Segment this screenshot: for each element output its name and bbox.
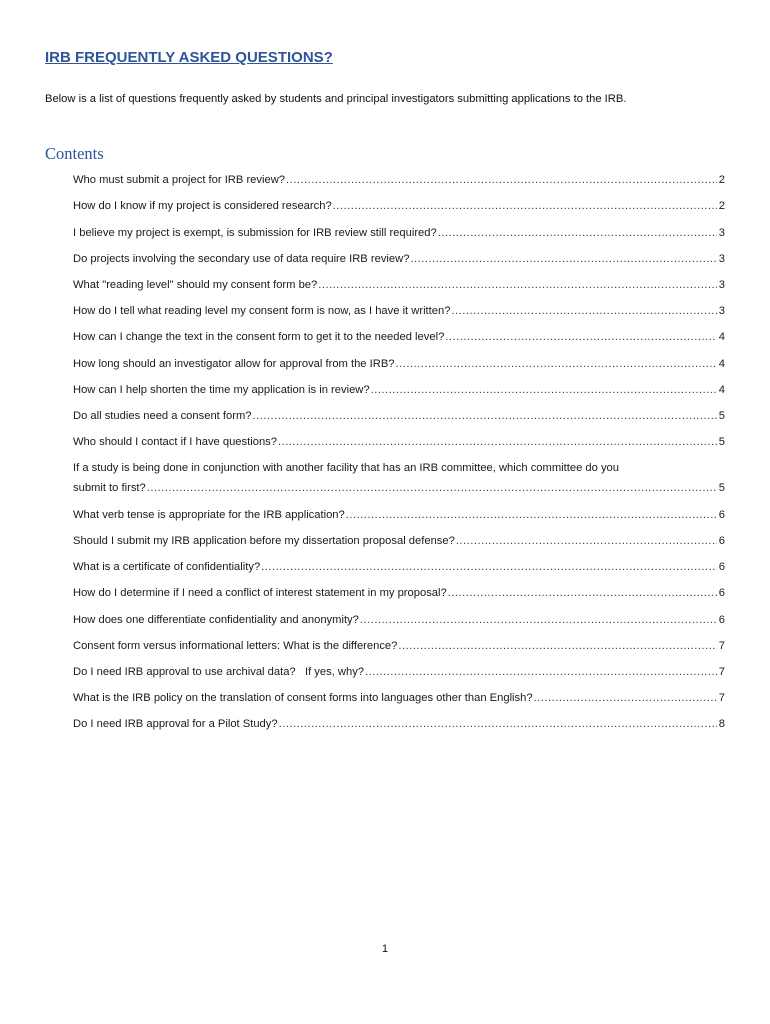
toc-entry[interactable] bbox=[73, 426, 725, 452]
toc-entry-page: 4 bbox=[718, 357, 725, 370]
toc-entry[interactable] bbox=[73, 269, 725, 295]
toc-entry-question: What is a certificate of confidentiality? bbox=[73, 561, 261, 574]
toc-entry[interactable] bbox=[73, 452, 725, 499]
toc-entry-page: 5 bbox=[718, 482, 725, 495]
toc-dot-leader bbox=[147, 478, 717, 498]
toc-entry-page: 3 bbox=[718, 305, 725, 318]
toc-dot-leader bbox=[318, 275, 717, 295]
toc-dot-leader bbox=[456, 531, 717, 551]
toc-entry-question: What verb tense is appropriate for the IRB application? bbox=[73, 508, 345, 521]
toc-entry[interactable] bbox=[73, 499, 725, 525]
toc-entry[interactable] bbox=[73, 708, 725, 734]
toc-entry-question-line2: submit to first? bbox=[73, 482, 146, 495]
toc-entry[interactable] bbox=[73, 164, 725, 190]
toc-entry[interactable] bbox=[73, 400, 725, 426]
toc-entry-question: Who must submit a project for IRB review? bbox=[73, 174, 286, 187]
toc-entry[interactable] bbox=[73, 321, 725, 347]
toc-dot-leader bbox=[346, 505, 717, 525]
toc-entry-page: 4 bbox=[718, 331, 725, 344]
toc-entry-page: 5 bbox=[718, 436, 725, 449]
toc-entry-page: 7 bbox=[718, 665, 725, 678]
toc-dot-leader bbox=[398, 636, 716, 656]
toc-entry-question: What is the IRB policy on the translation of consent forms into languages other than English? bbox=[73, 692, 533, 705]
toc-dot-leader bbox=[278, 432, 717, 452]
toc-entry-question: Do all studies need a consent form? bbox=[73, 409, 252, 422]
toc-entry-question: How do I know if my project is considered research? bbox=[73, 200, 332, 213]
toc-entry-question: Should I submit my IRB application before my dissertation proposal defense? bbox=[73, 534, 455, 547]
toc-entry-question: How can I change the text in the consent form to get it to the needed level? bbox=[73, 331, 445, 344]
table-of-contents bbox=[73, 164, 725, 734]
toc-entry[interactable] bbox=[73, 577, 725, 603]
toc-entry-page: 7 bbox=[718, 639, 725, 652]
toc-entry-page: 6 bbox=[718, 534, 725, 547]
toc-entry[interactable] bbox=[73, 295, 725, 321]
toc-dot-leader bbox=[286, 170, 717, 190]
toc-entry-question: Do I need IRB approval to use archival data? If yes, why? bbox=[73, 665, 365, 678]
toc-dot-leader bbox=[279, 714, 717, 734]
toc-dot-leader bbox=[333, 196, 717, 216]
toc-entry-question: How do I determine if I need a conflict of interest statement in my proposal? bbox=[73, 587, 447, 600]
toc-entry[interactable] bbox=[73, 525, 725, 551]
toc-dot-leader bbox=[252, 406, 716, 426]
page-number: 1 bbox=[381, 943, 389, 955]
toc-dot-leader bbox=[534, 688, 717, 708]
toc-entry-page: 3 bbox=[718, 278, 725, 291]
toc-entry-page: 6 bbox=[718, 561, 725, 574]
toc-entry[interactable] bbox=[73, 656, 725, 682]
toc-entry-page: 6 bbox=[718, 587, 725, 600]
toc-entry-line2 bbox=[73, 478, 725, 498]
toc-entry[interactable] bbox=[73, 347, 725, 373]
toc-entry[interactable] bbox=[73, 551, 725, 577]
toc-entry-page: 2 bbox=[718, 174, 725, 187]
toc-entry-page: 8 bbox=[718, 718, 725, 731]
toc-entry-question: Who should I contact if I have questions? bbox=[73, 436, 277, 449]
toc-dot-leader bbox=[451, 301, 716, 321]
toc-entry[interactable] bbox=[73, 216, 725, 242]
toc-entry-question: Do projects involving the secondary use of data require IRB review? bbox=[73, 252, 410, 265]
toc-entry-page: 3 bbox=[718, 226, 725, 239]
toc-dot-leader bbox=[365, 662, 717, 682]
toc-entry-question: How can I help shorten the time my application is in review? bbox=[73, 383, 370, 396]
toc-dot-leader bbox=[438, 223, 717, 243]
toc-entry-page: 6 bbox=[718, 613, 725, 626]
toc-entry[interactable] bbox=[73, 682, 725, 708]
toc-dot-leader bbox=[371, 380, 717, 400]
toc-entry-page: 3 bbox=[718, 252, 725, 265]
toc-entry-page: 2 bbox=[718, 200, 725, 213]
toc-entry-question: Consent form versus informational letters: What is the difference? bbox=[73, 639, 398, 652]
toc-dot-leader bbox=[448, 583, 717, 603]
toc-entry-question: How do I tell what reading level my consent form is now, as I have it written? bbox=[73, 305, 451, 318]
toc-entry-page: 6 bbox=[718, 508, 725, 521]
intro-paragraph: Below is a list of questions frequently asked by students and principal investigators submitting applications to the IRB. bbox=[45, 93, 627, 105]
toc-entry-page: 5 bbox=[718, 409, 725, 422]
toc-entry[interactable] bbox=[73, 190, 725, 216]
toc-heading: Contents bbox=[45, 144, 104, 163]
toc-entry[interactable] bbox=[73, 630, 725, 656]
toc-dot-leader bbox=[410, 249, 716, 269]
toc-entry[interactable] bbox=[73, 603, 725, 629]
toc-entry-question: How does one differentiate confidentiality and anonymity? bbox=[73, 613, 359, 626]
toc-entry-question: How long should an investigator allow for approval from the IRB? bbox=[73, 357, 395, 370]
toc-entry-question: What "reading level" should my consent form be? bbox=[73, 278, 318, 291]
toc-entry-page: 4 bbox=[718, 383, 725, 396]
toc-entry-question: I believe my project is exempt, is submission for IRB review still required? bbox=[73, 226, 437, 239]
toc-entry-page: 7 bbox=[718, 692, 725, 705]
toc-entry-question: Do I need IRB approval for a Pilot Study? bbox=[73, 718, 278, 731]
toc-dot-leader bbox=[445, 327, 716, 347]
toc-entry[interactable] bbox=[73, 374, 725, 400]
toc-dot-leader bbox=[360, 610, 717, 630]
toc-entry[interactable] bbox=[73, 243, 725, 269]
document-title: IRB FREQUENTLY ASKED QUESTIONS? bbox=[45, 49, 333, 66]
toc-dot-leader bbox=[261, 557, 717, 577]
toc-entry-question-line1: If a study is being done in conjunction with another facility that has an IRB committee, which committee do you bbox=[73, 462, 619, 475]
toc-dot-leader bbox=[396, 354, 717, 374]
